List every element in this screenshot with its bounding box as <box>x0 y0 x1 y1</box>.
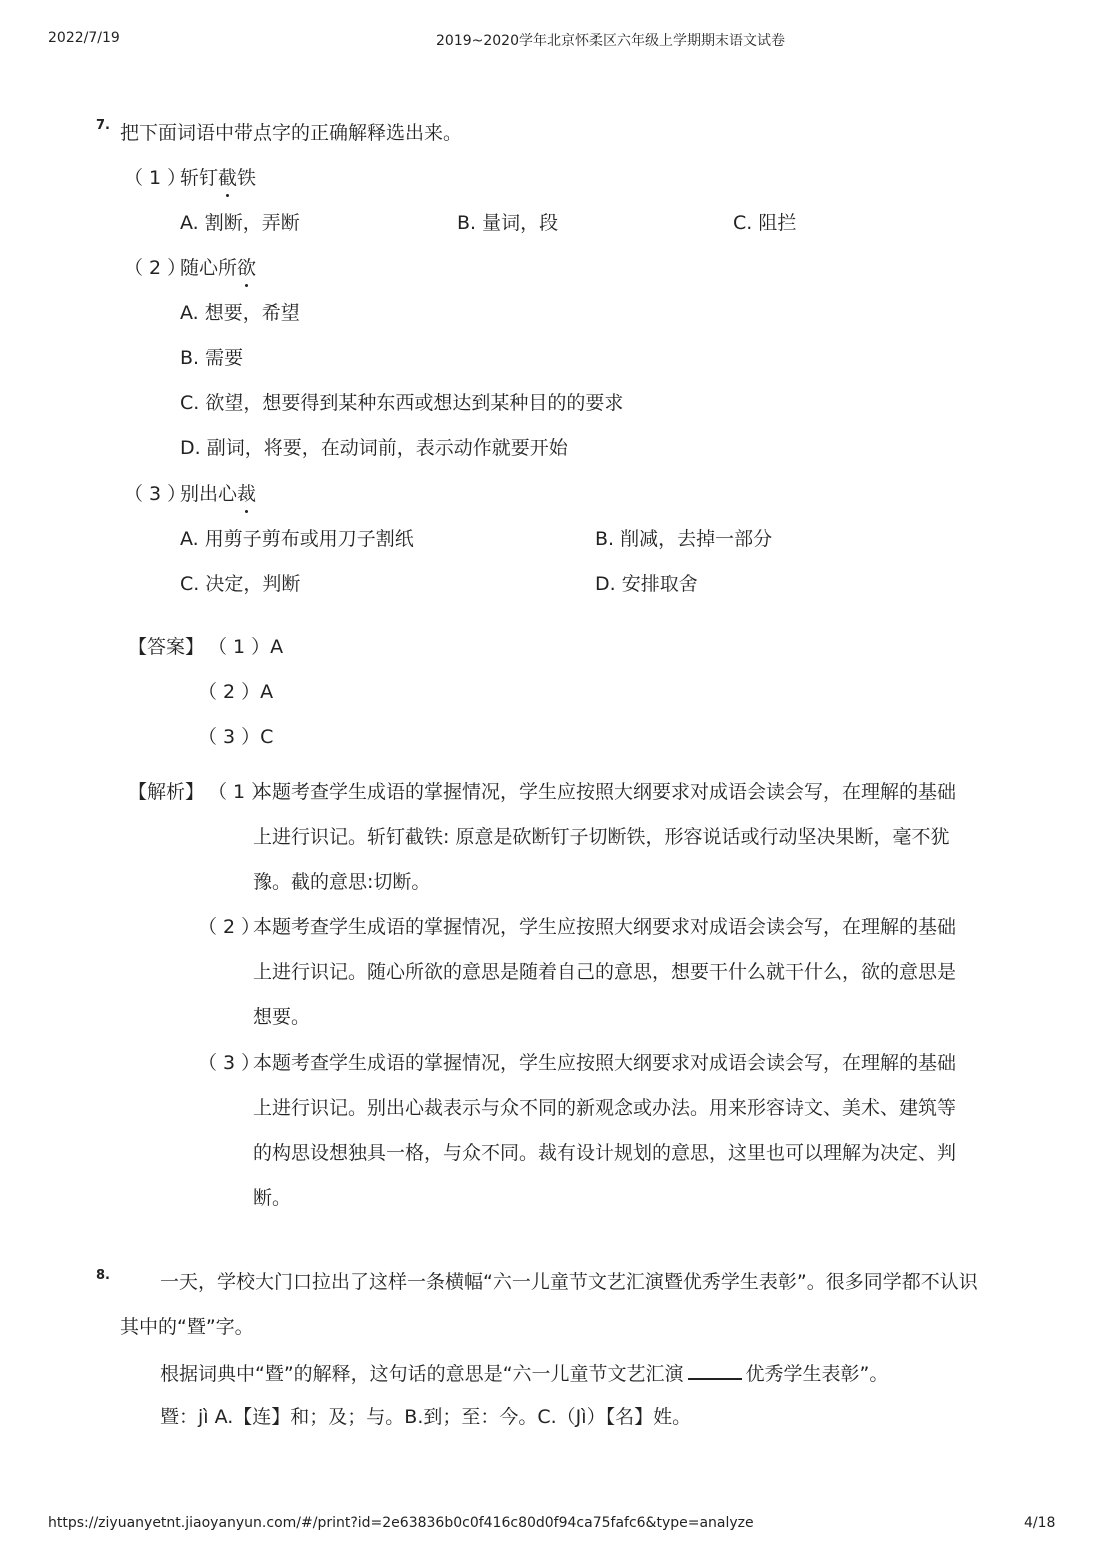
q7-sub1-option-c: C. 阻拦 <box>733 212 797 234</box>
question-7-number: 7. <box>96 118 110 133</box>
header-title: 2019~2020学年北京怀柔区六年级上学期期末语文试卷 <box>436 33 785 49</box>
analysis-1-label: （ 1 ） <box>208 781 271 803</box>
q7-sub2-word <box>180 256 256 280</box>
analysis-tag: 【解析】 <box>128 781 205 803</box>
analysis-1-line-3: 豫。截的意思:切断。 <box>253 871 431 893</box>
q7-sub3-word <box>180 482 256 506</box>
q7-sub2-option-a: A. 想要，希望 <box>180 302 300 324</box>
analysis-3-line-3: 的构思设想独具一格，与众不同。裁有设计规划的意思，这里也可以理解为决定、判 <box>253 1142 957 1164</box>
question-8-number: 8. <box>96 1268 110 1283</box>
q7-sub1-option-b: B. 量词，段 <box>457 212 559 234</box>
q7-sub2-option-c: C. 欲望，想要得到某种东西或想达到某种目的的要求 <box>180 392 624 414</box>
word-part: 别出心 <box>180 483 238 505</box>
analysis-3-line-1: 本题考查学生成语的掌握情况，学生应按照大纲要求对成语会读会写，在理解的基础 <box>253 1052 957 1074</box>
word-part: 随心所 <box>180 257 238 279</box>
answer-3: （ 3 ）C <box>198 726 274 748</box>
q7-sub3-option-c: C. 决定，判断 <box>180 573 301 595</box>
question-8-line-2: 其中的“暨”字。 <box>120 1316 254 1338</box>
analysis-2-line-3: 想要。 <box>253 1006 311 1028</box>
analysis-2-line-1: 本题考查学生成语的掌握情况，学生应按照大纲要求对成语会读会写，在理解的基础 <box>253 916 957 938</box>
analysis-1-line-2: 上进行识记。斩钉截铁: 原意是砍断钉子切断铁，形容说话或行动坚决果断，毫不犹 <box>253 826 950 848</box>
word-part: 铁 <box>237 167 257 189</box>
q7-sub3-option-b: B. 削减，去掉一部分 <box>595 528 773 550</box>
question-7-stem: 把下面词语中带点字的正确解释选出来。 <box>120 122 463 144</box>
dotted-char: 裁 <box>237 483 257 505</box>
q7-sub2-label: （ 2 ） <box>124 257 187 279</box>
word-part: 斩钉 <box>180 167 219 189</box>
analysis-3-line-4: 断。 <box>253 1187 292 1209</box>
question-8-line-1: 一天，学校大门口拉出了这样一条横幅“六一儿童节文艺汇演暨优秀学生表彰”。很多同学都不认识 <box>160 1271 978 1293</box>
header-date: 2022/7/19 <box>48 30 120 46</box>
answer-tag: 【答案】 <box>128 636 205 658</box>
q7-sub3-label: （ 3 ） <box>124 483 187 505</box>
line-3-suffix: 优秀学生表彰”。 <box>745 1363 889 1385</box>
answer-blank[interactable] <box>688 1360 742 1380</box>
answer-1: （ 1 ）A <box>208 636 284 658</box>
analysis-2-line-2: 上进行识记。随心所欲的意思是随着自己的意思，想要干什么就干什么，欲的意思是 <box>253 961 957 983</box>
question-8-line-4: 暨：jì A.【连】和；及；与。B.到；至：今。C.（Jì）【名】姓。 <box>160 1406 692 1428</box>
q7-sub3-option-a: A. 用剪子剪布或用刀子割纸 <box>180 528 414 550</box>
q7-sub1-label: （ 1 ） <box>124 167 187 189</box>
dotted-char: 欲 <box>237 257 257 279</box>
analysis-3-label: （ 3 ） <box>198 1052 261 1074</box>
q7-sub1-option-a: A. 割断，弄断 <box>180 212 300 234</box>
question-8-line-3 <box>160 1360 888 1386</box>
footer-url: https://ziyuanyetnt.jiaoyanyun.com/#/print?id=2e63836b0c0f416c80d0f94ca75fafc6&type=analyze <box>48 1515 754 1531</box>
q7-sub3-option-d: D. 安排取舍 <box>595 573 698 595</box>
analysis-1-line-1: 本题考查学生成语的掌握情况，学生应按照大纲要求对成语会读会写，在理解的基础 <box>253 781 957 803</box>
answer-2: （ 2 ）A <box>198 681 274 703</box>
dotted-char: 截 <box>218 167 238 189</box>
q7-sub2-option-b: B. 需要 <box>180 347 244 369</box>
analysis-3-line-2: 上进行识记。别出心裁表示与众不同的新观念或办法。用来形容诗文、美术、建筑等 <box>253 1097 957 1119</box>
q7-sub2-option-d: D. 副词，将要，在动词前，表示动作就要开始 <box>180 437 568 459</box>
line-3-prefix: 根据词典中“暨”的解释，这句话的意思是“六一儿童节文艺汇演 <box>160 1363 684 1385</box>
footer-page-number: 4/18 <box>1024 1515 1056 1531</box>
q7-sub1-word <box>180 166 256 190</box>
analysis-2-label: （ 2 ） <box>198 916 261 938</box>
